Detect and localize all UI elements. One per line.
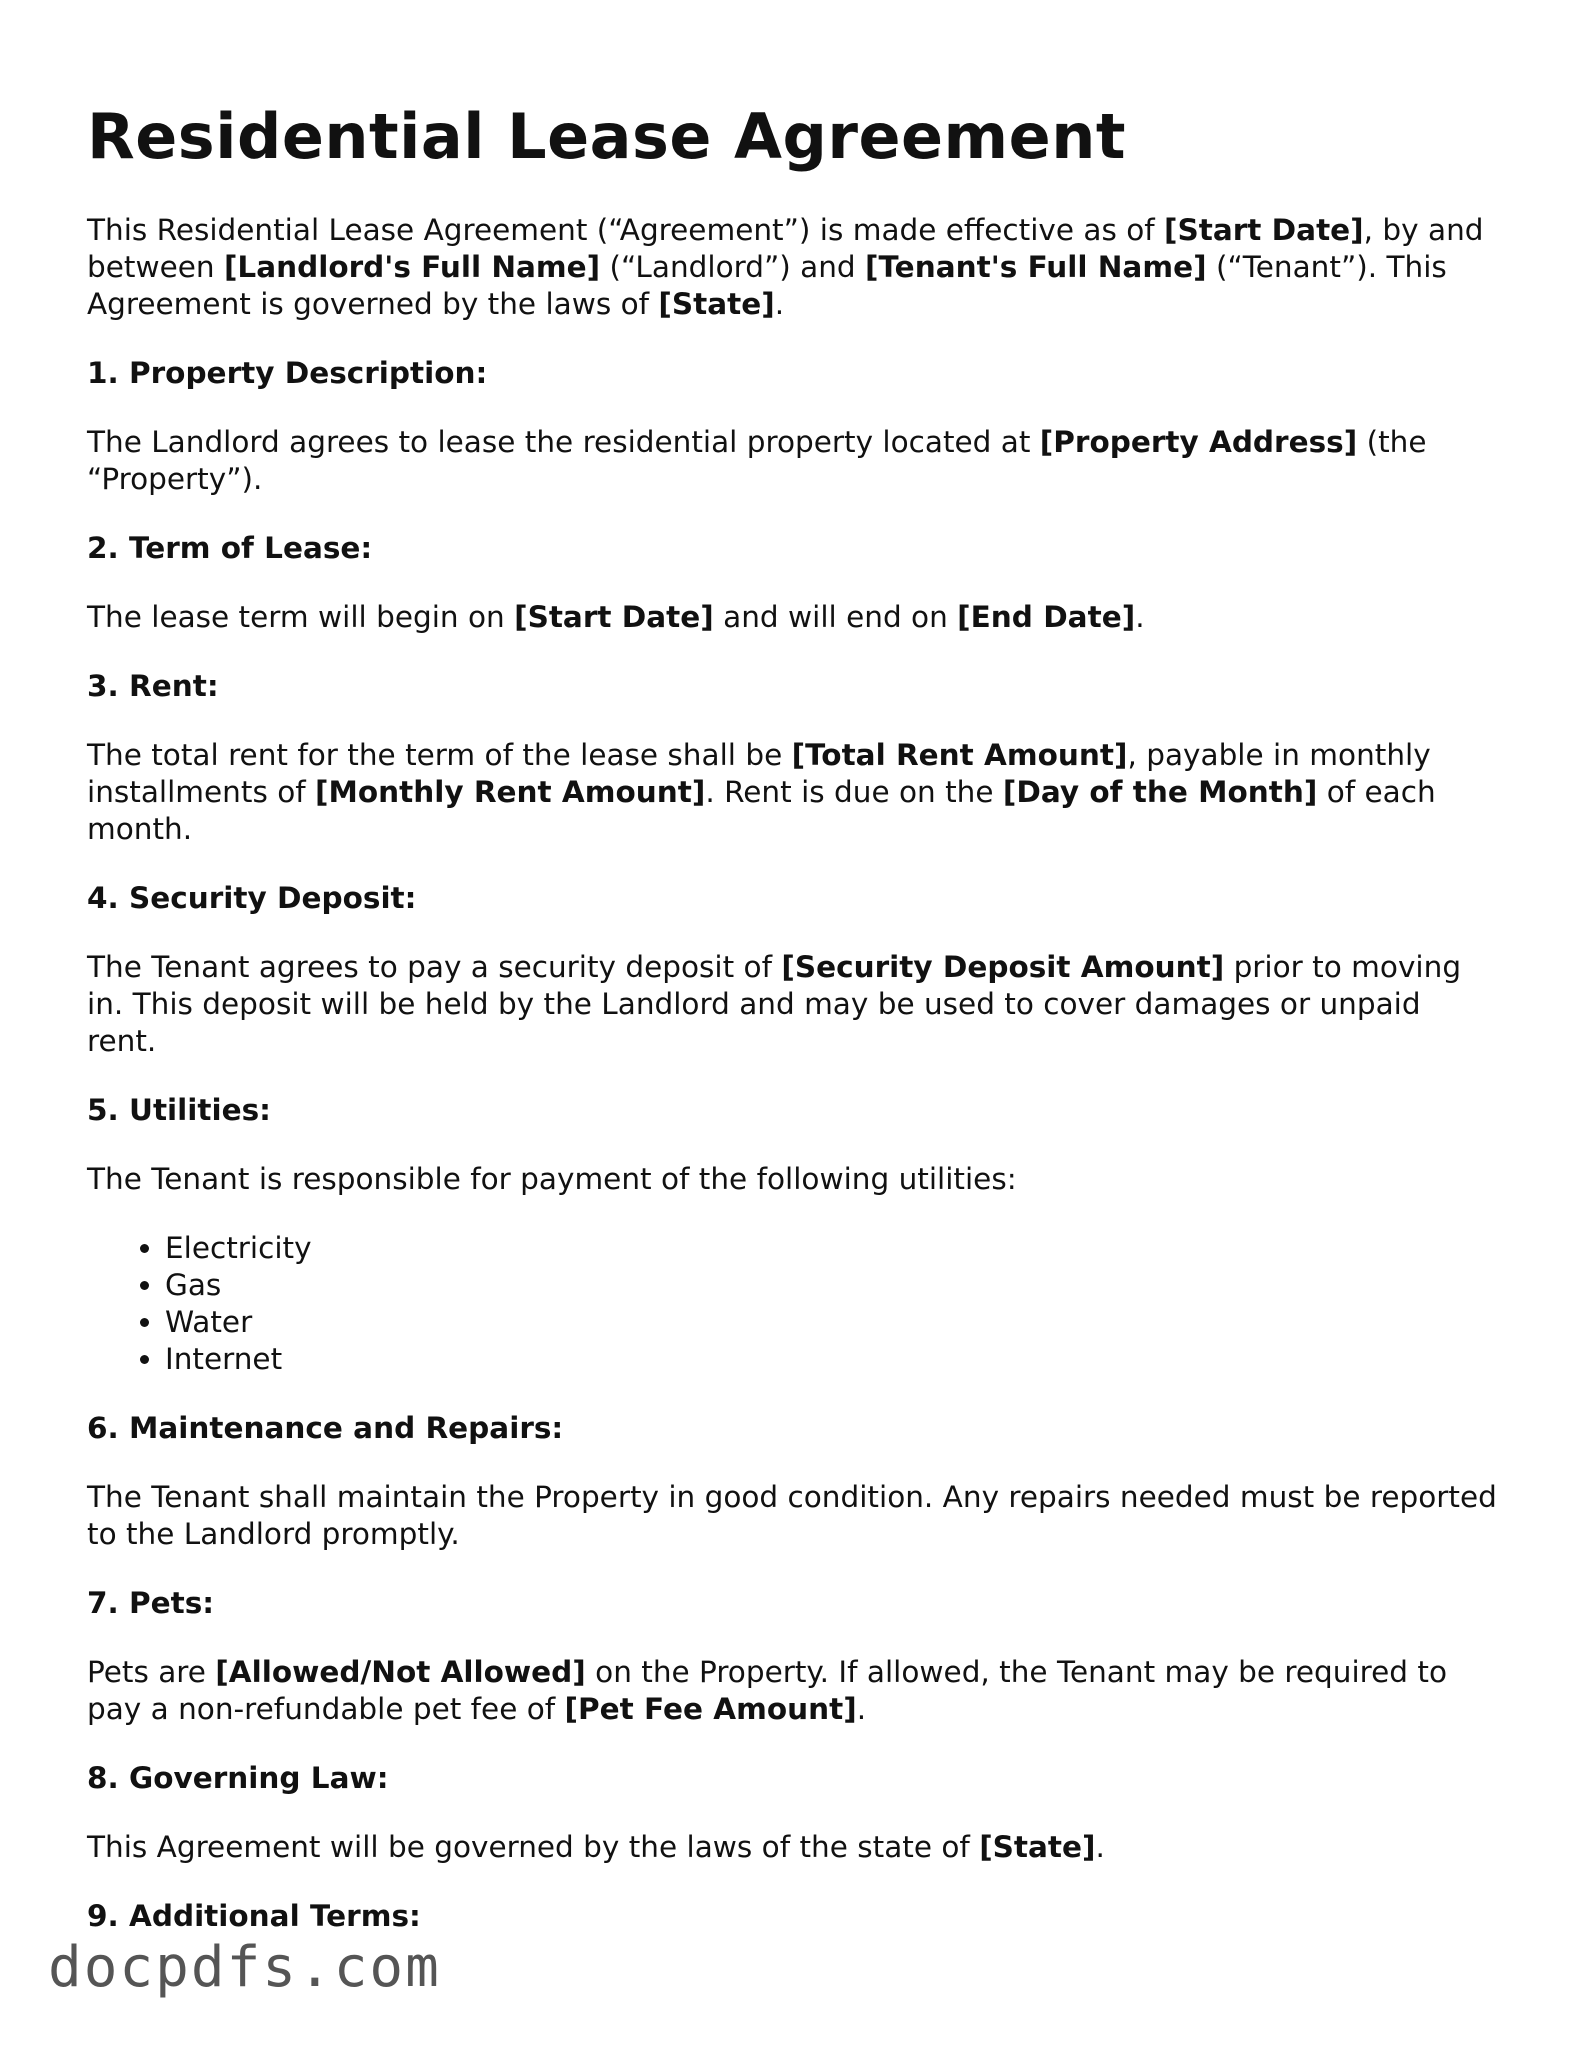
pets-text-2: on the Property. If allowed, the Tenant may be required to pay a non-refundable pet fee of xyxy=(87,1655,1448,1727)
property-address: [Property Address] xyxy=(1039,425,1358,460)
section-heading-term: 2. Term of Lease: xyxy=(87,531,373,566)
pets-text-1: Pets are xyxy=(87,1655,216,1690)
intro-paragraph xyxy=(87,212,1497,323)
intro-text-2: , by and between xyxy=(87,213,1484,285)
deposit-text-2: prior to moving in. This deposit will be held by the Landlord and may be used to cover damages or unpaid rent. xyxy=(87,950,1462,1059)
section-body-pets xyxy=(87,1654,1497,1728)
list-item: • Internet xyxy=(165,1341,1497,1378)
rent-day: [Day of the Month] xyxy=(1002,775,1318,810)
list-item: • Gas xyxy=(165,1267,1497,1304)
section-body-property xyxy=(87,424,1497,498)
term-text-1: The lease term will begin on xyxy=(87,600,515,635)
pets-allowed: [Allowed/Not Allowed] xyxy=(215,1655,586,1690)
section-heading-deposit: 4. Security Deposit: xyxy=(87,881,417,916)
term-text-3: . xyxy=(1135,600,1145,635)
section-heading-additional: 9. Additional Terms: xyxy=(87,1899,421,1934)
utilities-list xyxy=(87,1230,1497,1378)
property-text-1: The Landlord agrees to lease the residential property located at xyxy=(87,425,1040,460)
term-end-date: [End Date] xyxy=(957,600,1136,635)
section-body-maintenance: The Tenant shall maintain the Property in good condition. Any repairs needed must be reported to the Landlord promptly. xyxy=(87,1480,1497,1552)
list-item: • Water xyxy=(165,1304,1497,1341)
section-body-utilities: The Tenant is responsible for payment of the following utilities: xyxy=(87,1162,1017,1197)
section-heading-utilities: 5. Utilities: xyxy=(87,1093,271,1128)
section-body-deposit xyxy=(87,949,1497,1060)
section-heading-maintenance: 6. Maintenance and Repairs: xyxy=(87,1411,564,1446)
section-body-law xyxy=(87,1829,1497,1866)
rent-total: [Total Rent Amount] xyxy=(791,738,1128,773)
deposit-text-1: The Tenant agrees to pay a security deposit of xyxy=(87,950,782,985)
section-heading-rent: 3. Rent: xyxy=(87,669,219,704)
section-body-term xyxy=(87,599,1497,636)
intro-text-3: (“Landlord”) and xyxy=(600,250,865,285)
rent-monthly: [Monthly Rent Amount] xyxy=(315,775,706,810)
rent-text-4: of each month. xyxy=(87,775,1436,847)
section-heading-law: 8. Governing Law: xyxy=(87,1761,389,1796)
deposit-amount: [Security Deposit Amount] xyxy=(781,950,1225,985)
intro-text-5: . xyxy=(774,287,785,322)
law-text-2: . xyxy=(1095,1830,1105,1865)
document-title: Residential Lease Agreement xyxy=(87,100,1126,173)
pets-text-3: . xyxy=(856,1692,867,1727)
law-text-1: This Agreement will be governed by the laws of the state of xyxy=(87,1830,980,1865)
intro-text-1: This Residential Lease Agreement (“Agreement”) is made effective as of xyxy=(87,213,1165,248)
section-heading-pets: 7. Pets: xyxy=(87,1586,215,1621)
watermark: docpdfs.com xyxy=(48,1935,441,2000)
section-body-rent xyxy=(87,737,1497,848)
intro-text-4: (“Tenant”). This Agreement is governed by the laws of xyxy=(87,250,1447,322)
intro-landlord-name: [Landlord's Full Name] xyxy=(223,250,601,285)
section-heading-property: 1. Property Description: xyxy=(87,356,488,391)
list-item: • Electricity xyxy=(165,1230,1497,1267)
rent-text-2: , payable in monthly installments of xyxy=(87,738,1431,810)
intro-start-date: [Start Date] xyxy=(1164,213,1364,248)
term-start-date: [Start Date] xyxy=(514,600,714,635)
document-page xyxy=(87,100,1497,1967)
law-state: [State] xyxy=(979,1830,1096,1865)
intro-tenant-name: [Tenant's Full Name] xyxy=(865,250,1207,285)
term-text-2: and will end on xyxy=(713,600,958,635)
rent-text-3: . Rent is due on the xyxy=(705,775,1003,810)
property-text-2: (the “Property”). xyxy=(87,425,1427,497)
pets-fee: [Pet Fee Amount] xyxy=(564,1692,857,1727)
intro-state: [State] xyxy=(658,287,775,322)
rent-text-1: The total rent for the term of the lease shall be xyxy=(87,738,792,773)
